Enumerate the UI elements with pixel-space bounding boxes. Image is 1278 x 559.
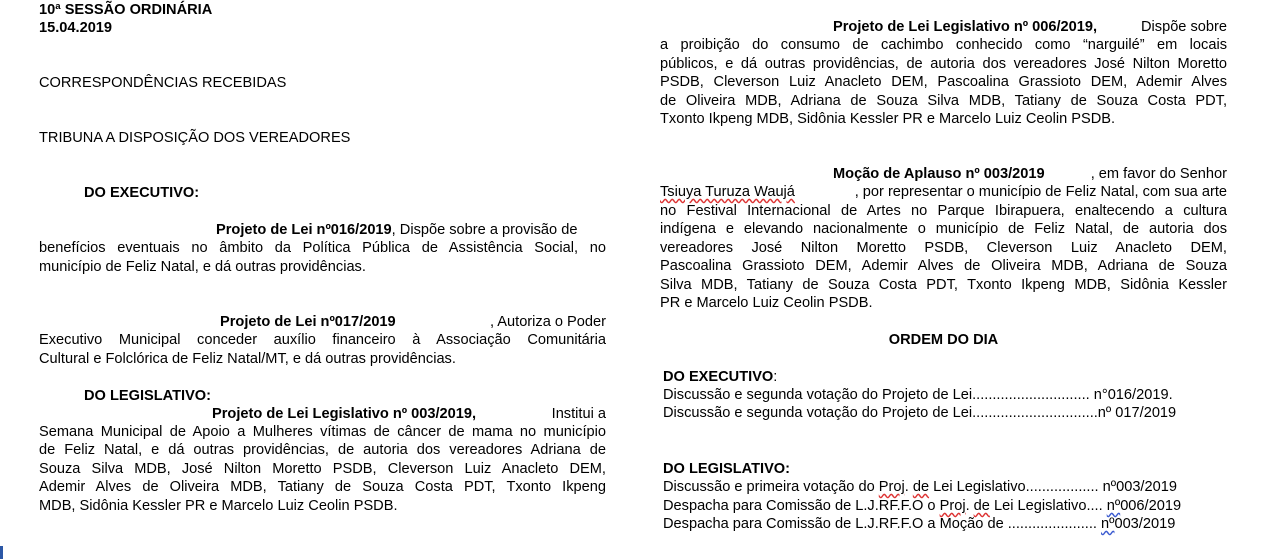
leg-bill1-title: Projeto de Lei Legislativo nº 003/2019, xyxy=(212,406,477,422)
leg-bill1-line: Semana Municipal de Apoio a Mulheres vítimas de câncer de mama no município xyxy=(39,424,606,440)
leg-bill1-first-line: Projeto de Lei Legislativo nº 003/2019, Institui a xyxy=(212,406,606,422)
agenda-leg-heading: DO LEGISLATIVO: xyxy=(663,461,791,477)
leg-bill1-line: Ademir Alves de Oliveira MDB, Tatiany de Souza Costa PDT, Txonto Ikpeng xyxy=(39,479,606,495)
tribune-heading: TRIBUNA A DISPOSIÇÃO DOS VEREADORES xyxy=(39,130,351,146)
leg-bill1-line: MDB, Sidônia Kessler PR e Marcelo Luiz Ceolin PSDB. xyxy=(39,498,398,514)
leg-bill2-line: PSDB, Cleverson Luiz Anacleto DEM, Pascoalina Grassioto DEM, Ademir Alves xyxy=(660,74,1227,90)
motion-line: Pascoalina Grassioto DEM, Ademir Alves de Oliveira MDB, Adriana de Souza xyxy=(660,258,1227,274)
exec-bill1-line: benefícios eventuais no âmbito da Política Pública de Assistência Social, no xyxy=(39,240,606,256)
leg-bill2-line: de Oliveira MDB, Adriana de Souza Silva MDB, Tatiany de Souza Costa PDT, xyxy=(660,93,1227,109)
motion-line: Silva MDB, Tatiany de Souza Costa PDT, Txonto Ikpeng MDB, Sidônia Kessler xyxy=(660,277,1227,293)
session-date: 15.04.2019 xyxy=(39,20,113,36)
exec-bill2-line: Cultural e Folclórica de Feliz Natal/MT, e dá outras providências. xyxy=(39,351,456,367)
motion-line: PR e Marcelo Luiz Ceolin PSDB. xyxy=(660,295,873,311)
leg-bill1-line: Souza Silva MDB, José Nilton Moretto PSDB, Cleverson Luiz Anacleto DEM, xyxy=(39,461,606,477)
motion-line: Tsiuya Turuza Waujá , por representar o município de Feliz Natal, com sua arte xyxy=(660,184,1227,200)
motion-title: Moção de Aplauso nº 003/2019 xyxy=(833,166,1045,182)
leg-bill2-first-line: Projeto de Lei Legislativo nº 006/2019, Dispõe sobre xyxy=(833,19,1227,35)
exec-bill2-title: Projeto de Lei nº017/2019 xyxy=(220,314,396,330)
executive-heading: DO EXECUTIVO: xyxy=(84,185,200,201)
page-edge-marker xyxy=(0,546,3,559)
session-title: 10ª SESSÃO ORDINÁRIA xyxy=(39,2,213,18)
agenda-exec-item: Discussão e segunda votação do Projeto de Lei............................. n°016/2019. xyxy=(663,387,1173,403)
agenda-exec-heading: DO EXECUTIVO: xyxy=(663,369,778,385)
exec-bill1-first-line: Projeto de Lei nº016/2019, Dispõe sobre a provisão de xyxy=(216,222,578,238)
motion-first-line: Moção de Aplauso nº 003/2019 , em favor do Senhor xyxy=(833,166,1227,182)
leg-bill2-line: públicos, e dá outras providências, de autoria dos vereadores José Nilton Moretto xyxy=(660,56,1227,72)
agenda-heading: ORDEM DO DIA xyxy=(888,332,999,348)
motion-line: vereadores José Nilton Moretto PSDB, Cleverson Luiz Anacleto DEM, xyxy=(660,240,1227,256)
legislative-heading: DO LEGISLATIVO: xyxy=(84,388,212,404)
exec-bill1-line: município de Feliz Natal, e dá outras providências. xyxy=(39,259,366,275)
motion-line: indígena e elevando nacionalmente o município de Feliz Natal, de autoria dos xyxy=(660,221,1227,237)
leg-bill2-title: Projeto de Lei Legislativo nº 006/2019, xyxy=(833,19,1098,35)
leg-bill2-line: Txonto Ikpeng MDB, Sidônia Kessler PR e Marcelo Luiz Ceolin PSDB. xyxy=(660,111,1116,127)
agenda-leg-item: Despacha para Comissão de L.J.RF.F.O a Moção de ...................... nº003/2019 xyxy=(663,516,1176,532)
correspondence-heading: CORRESPONDÊNCIAS RECEBIDAS xyxy=(39,75,287,91)
leg-bill1-line: de Feliz Natal, e dá outras providências, de autoria dos vereadores Adriana de xyxy=(39,442,606,458)
leg-bill2-line: a proibição do consumo de cachimbo conhecido como “narguilé” em locais xyxy=(660,37,1227,53)
motion-honoree: Tsiuya Turuza Waujá xyxy=(660,184,795,200)
agenda-exec-item: Discussão e segunda votação do Projeto de Lei...............................nº 017/2019 xyxy=(663,405,1177,421)
exec-bill1-title: Projeto de Lei nº016/2019 xyxy=(216,222,392,238)
agenda-leg-item: Despacha para Comissão de L.J.RF.F.O o Proj. de Lei Legislativo.... nº006/2019 xyxy=(663,498,1182,514)
agenda-leg-item: Discussão e primeira votação do Proj. de Lei Legislativo.................. nº003/2019 xyxy=(663,479,1177,495)
exec-bill2-line: Executivo Municipal conceder auxílio financeiro à Associação Comunitária xyxy=(39,332,606,348)
motion-line: no Festival Internacional de Artes no Parque Ibirapuera, enaltecendo a cultura xyxy=(660,203,1227,219)
exec-bill2-first-line: Projeto de Lei nº017/2019 , Autoriza o Poder xyxy=(220,314,606,330)
